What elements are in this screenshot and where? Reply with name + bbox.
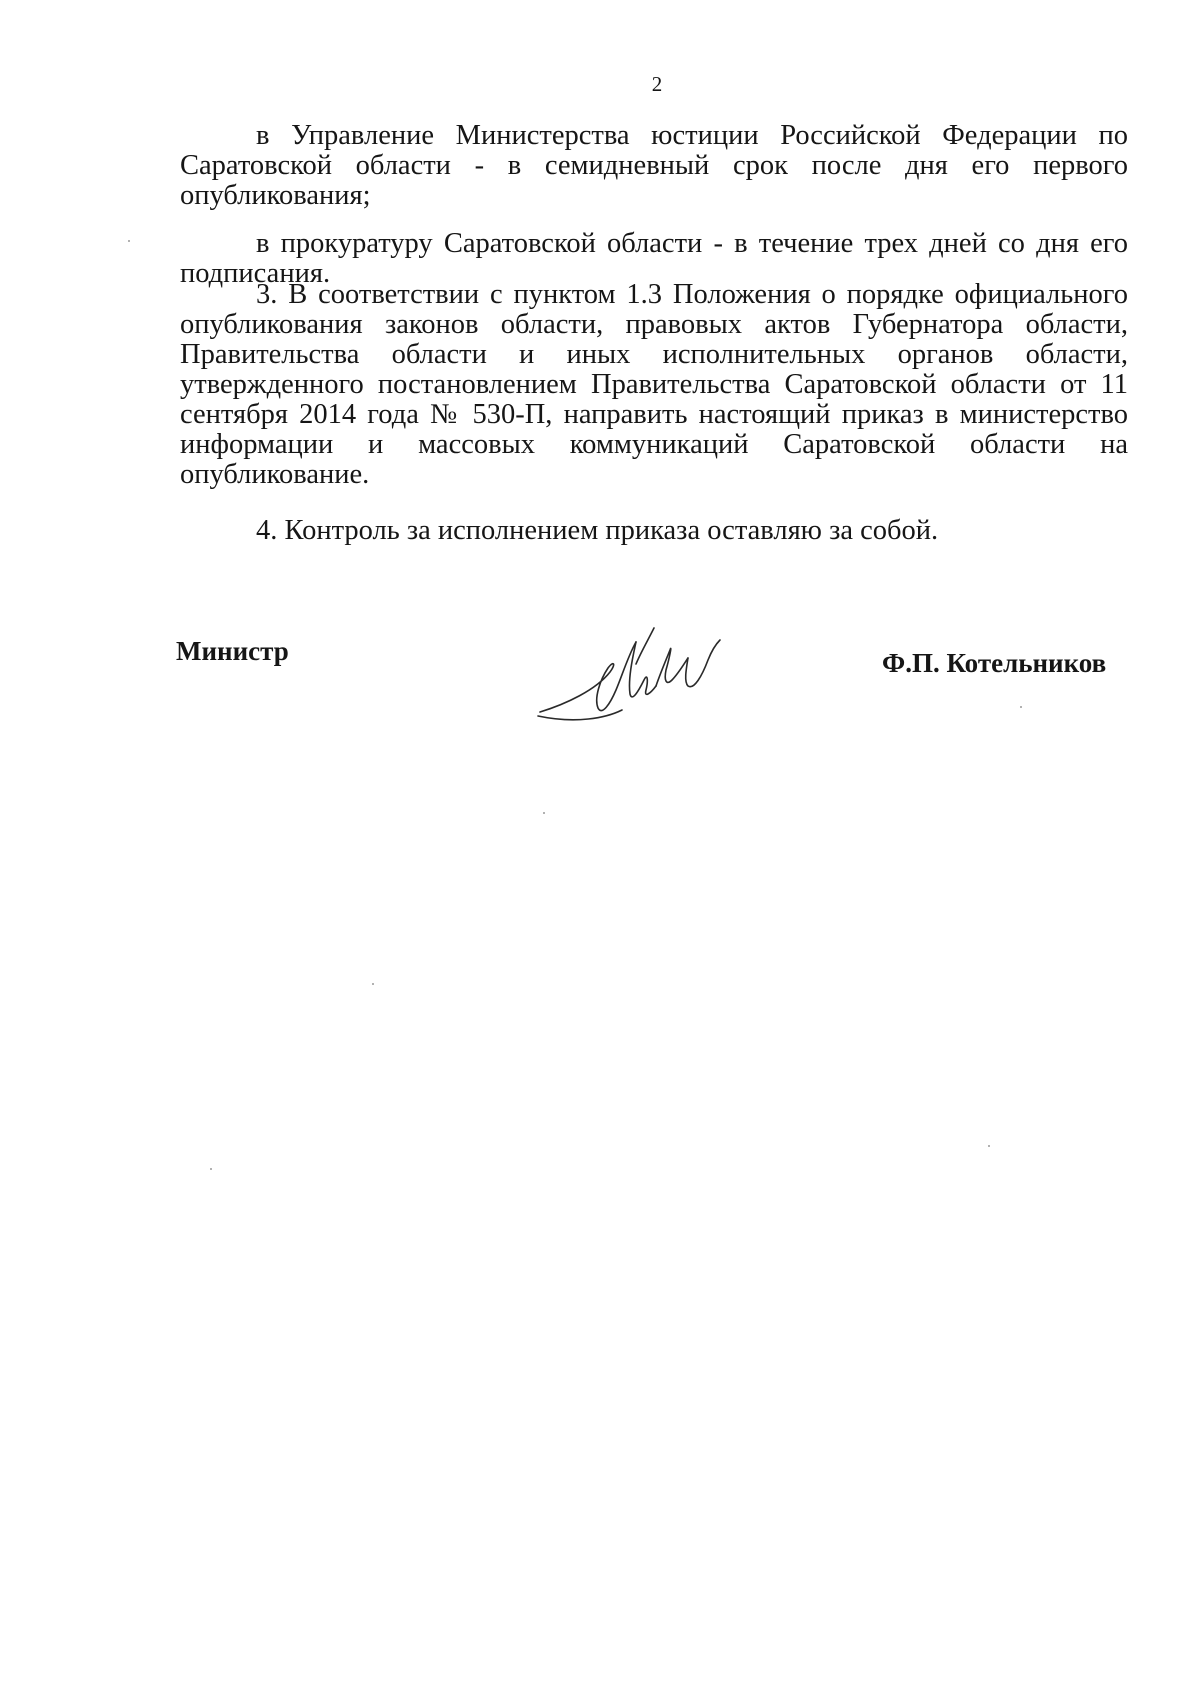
- paragraph-publication-order: 3. В соответствии с пунктом 1.3 Положения о порядке официального опубликования законов области, правовых актов Губернатора области, Правительства области и иных исполнительных органов области, утвержденного постановлением Правительства Саратовской области от 11 сентября 2014 года № 530-П, направить настоящий приказ в министерство информации и массовых коммуникаций Саратовской области на опубликование.: [180, 279, 1128, 490]
- signer-role: Министр: [176, 636, 289, 666]
- paragraph-prosecutors-office: в прокуратуру Саратовской области - в течение трех дней со дня его подписания.: [180, 228, 1128, 289]
- scan-speck: [543, 812, 545, 814]
- paragraph-control: 4. Контроль за исполнением приказа оставляю за собой.: [256, 515, 939, 546]
- scan-speck: [988, 1145, 990, 1147]
- scan-speck: [210, 1168, 212, 1170]
- page-number: 2: [651, 72, 663, 96]
- signer-name: Ф.П. Котельников: [882, 648, 1107, 678]
- signature-block: [0, 620, 1200, 730]
- scan-speck: [1020, 706, 1022, 708]
- scan-speck: [372, 983, 374, 985]
- scan-speck: [128, 240, 130, 242]
- handwritten-signature: [536, 620, 736, 730]
- paragraph-ministry-of-justice: в Управление Министерства юстиции Российской Федерации по Саратовской области - в семидневный срок после дня его первого опубликования;: [180, 120, 1128, 211]
